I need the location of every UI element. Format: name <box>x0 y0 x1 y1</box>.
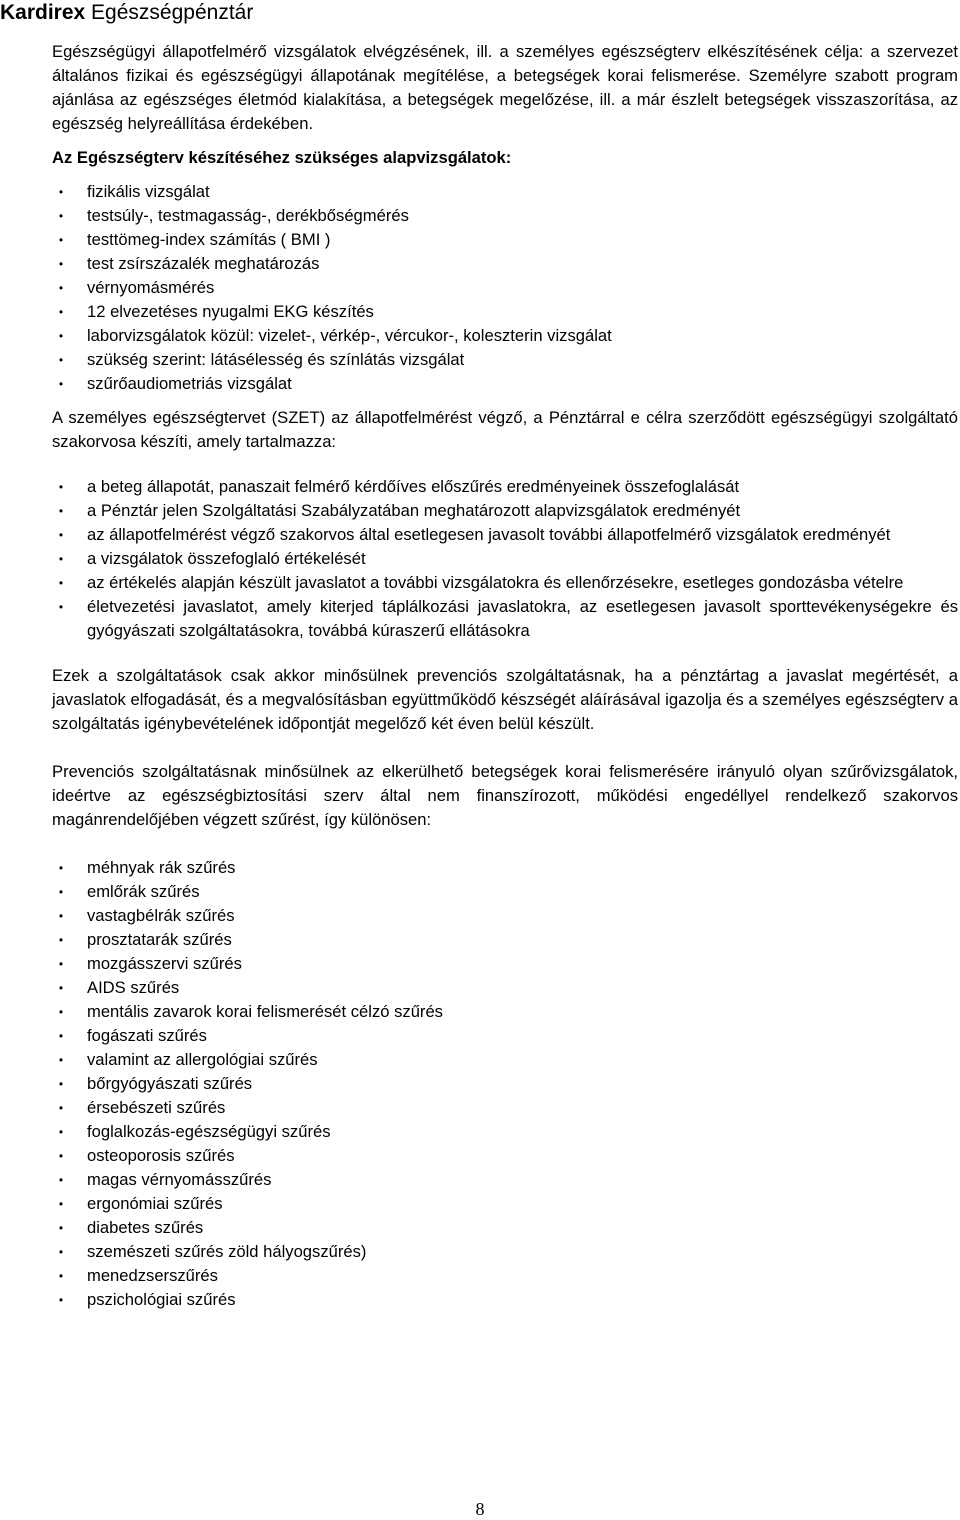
list-item-text: test zsírszázalék meghatározás <box>87 254 320 273</box>
list-item-text: foglalkozás-egészségügyi szűrés <box>87 1122 331 1141</box>
bullet-icon: • <box>58 909 64 923</box>
list-item-text: bőrgyógyászati szűrés <box>87 1074 253 1093</box>
list-item <box>52 1096 958 1120</box>
list-item <box>52 904 958 928</box>
bullet-icon: • <box>58 504 64 518</box>
list-item-text: szükség szerint: látásélesség és színlátás vizsgálat <box>87 350 465 369</box>
bullet-icon: • <box>58 329 64 343</box>
list-item <box>52 856 958 880</box>
list-item <box>52 1000 958 1024</box>
list-item-text: laborvizsgálatok közül: vizelet-, vérkép-, vércukor-, koleszterin vizsgálat <box>87 326 612 345</box>
list-item <box>52 1240 958 1264</box>
bullet-icon: • <box>58 185 64 199</box>
bullet-icon: • <box>58 1101 64 1115</box>
list-item <box>52 880 958 904</box>
list-item <box>52 1120 958 1144</box>
bullet-icon: • <box>58 1029 64 1043</box>
list-item <box>52 276 958 300</box>
bullet-icon: • <box>58 1173 64 1187</box>
list-item <box>52 324 958 348</box>
bullet-icon: • <box>58 981 64 995</box>
title-rest: Egészségpénztár <box>85 1 254 24</box>
list-item-text: a beteg állapotát, panaszait felmérő kérdőíves előszűrés eredményeinek összefoglalását <box>87 477 740 496</box>
list-item-text: valamint az allergológiai szűrés <box>87 1050 318 1069</box>
list-item <box>52 252 958 276</box>
list-item <box>52 976 958 1000</box>
bullet-icon: • <box>58 861 64 875</box>
list-item-text: testtömeg-index számítás ( BMI ) <box>87 230 331 249</box>
list-item <box>52 1048 958 1072</box>
prevention-definition-paragraph: Prevenciós szolgáltatásnak minősülnek az elkerülhető betegségek korai felismerésére irányuló olyan szűrővizsgálatok, ideértve az egészségbiztosítási szerv által nem finanszírozott, működési engedéllyel rendelkező szakorvos magánrendelőjében végzett szűrést, így különösen: <box>52 762 958 829</box>
list-item <box>52 952 958 976</box>
list-item <box>52 300 958 324</box>
bullet-icon: • <box>58 1245 64 1259</box>
list-item <box>52 348 958 372</box>
list-item <box>52 595 958 643</box>
bullet-icon: • <box>58 480 64 494</box>
list-item-text: a Pénztár jelen Szolgáltatási Szabályzatában meghatározott alapvizsgálatok eredményét <box>87 501 741 520</box>
list-item <box>52 1216 958 1240</box>
list-item-text: prosztatarák szűrés <box>87 930 232 949</box>
szet-paragraph: A személyes egészségtervet (SZET) az állapotfelmérést végző, a Pénztárral e célra szerződött egészségügyi szolgáltató szakorvosa készíti, amely tartalmazza: <box>52 408 958 451</box>
bullet-icon: • <box>58 233 64 247</box>
title-bold: Kardirex <box>0 1 86 24</box>
list-item <box>52 547 958 571</box>
list-item-text: vérnyomásmérés <box>87 278 215 297</box>
list-item <box>52 1264 958 1288</box>
bullet-icon: • <box>58 1269 64 1283</box>
list-item-text: szemészeti szűrés zöld hályogszűrés) <box>87 1242 367 1261</box>
list-item-text: mentális zavarok korai felismerését célzó szűrés <box>87 1002 443 1021</box>
list-item-text: életvezetési javaslatot, amely kiterjed táplálkozási javaslatokra, az esetlegesen javasolt sporttevékenységekre és gyógyászati szolgáltatásokra, továbbá kúraszerű ellátásokra <box>87 597 958 640</box>
bullet-icon: • <box>58 552 64 566</box>
list-item-text: méhnyak rák szűrés <box>87 858 236 877</box>
bullet-icon: • <box>58 1005 64 1019</box>
list-item <box>52 523 958 547</box>
page-number: 8 <box>475 1499 485 1519</box>
bullet-icon: • <box>58 528 64 542</box>
list-item <box>52 1288 958 1312</box>
bullet-icon: • <box>58 885 64 899</box>
list-item <box>52 499 958 523</box>
bullet-icon: • <box>58 1293 64 1307</box>
bullet-icon: • <box>58 257 64 271</box>
document-body <box>52 40 958 1312</box>
list-item <box>52 1192 958 1216</box>
bullet-icon: • <box>58 1077 64 1091</box>
list-item-text: osteoporosis szűrés <box>87 1146 235 1165</box>
list-item-text: testsúly-, testmagasság-, derékbőségmérés <box>87 206 409 225</box>
list-item-text: ergonómiai szűrés <box>87 1194 223 1213</box>
list-item-text: magas vérnyomásszűrés <box>87 1170 272 1189</box>
bullet-icon: • <box>58 933 64 947</box>
screenings-list <box>52 856 958 1312</box>
bullet-icon: • <box>58 957 64 971</box>
list-item-text: érsebészeti szűrés <box>87 1098 226 1117</box>
bullet-icon: • <box>58 576 64 590</box>
list-item <box>52 1144 958 1168</box>
list-item-text: vastagbélrák szűrés <box>87 906 235 925</box>
bullet-icon: • <box>58 377 64 391</box>
list-item <box>52 372 958 396</box>
list-item <box>52 1072 958 1096</box>
bullet-icon: • <box>58 600 64 614</box>
list-item-text: diabetes szűrés <box>87 1218 204 1237</box>
bullet-icon: • <box>58 281 64 295</box>
intro-paragraph: Egészségügyi állapotfelmérő vizsgálatok elvégzésének, ill. a személyes egészségterv elkészítésének célja: a szervezet általános fizikai és egészségügyi állapotának megítélése, a betegségek korai felismerése. Személyre szabott program ajánlása az egészséges életmód kialakítása, a betegségek megelőzése, ill. a már észlelt betegségek visszaszorítása, az egészség helyreállítása érdekében. <box>52 42 958 133</box>
list-item-text: 12 elvezetéses nyugalmi EKG készítés <box>87 302 374 321</box>
bullet-icon: • <box>58 353 64 367</box>
list-item <box>52 1168 958 1192</box>
prevention-condition-paragraph: Ezek a szolgáltatások csak akkor minősülnek prevenciós szolgáltatásnak, ha a pénztártag a javaslat megértését, a javaslatok elfogadását, és a megvalósításban együttműködő készségét aláírásával igazolja és a személyes egészségterv a szolgáltatás igénybevételének időpontját megelőző két éven belül készült. <box>52 666 958 733</box>
bullet-icon: • <box>58 1125 64 1139</box>
bullet-icon: • <box>58 1053 64 1067</box>
list-item-text: a vizsgálatok összefoglaló értékelését <box>87 549 366 568</box>
list-item-text: mozgásszervi szűrés <box>87 954 242 973</box>
list-item-text: az állapotfelmérést végző szakorvos által esetlegesen javasolt további állapotfelmérő vizsgálatok eredményét <box>87 525 891 544</box>
list-item-text: fogászati szűrés <box>87 1026 207 1045</box>
list-item-text: pszichológiai szűrés <box>87 1290 236 1309</box>
basic-exams-list <box>52 180 958 396</box>
list-item-text: szűrőaudiometriás vizsgálat <box>87 374 292 393</box>
document-title <box>0 0 253 26</box>
bullet-icon: • <box>58 305 64 319</box>
bullet-icon: • <box>58 209 64 223</box>
list-item-text: az értékelés alapján készült javaslatot a további vizsgálatokra és ellenőrzésekre, esetleges gondozásba vételre <box>87 573 904 592</box>
list-item-text: AIDS szűrés <box>87 978 180 997</box>
list-item <box>52 180 958 204</box>
bullet-icon: • <box>58 1221 64 1235</box>
basic-exams-heading: Az Egészségterv készítéséhez szükséges alapvizsgálatok: <box>52 148 512 167</box>
szet-contents-list <box>52 475 958 643</box>
list-item <box>52 204 958 228</box>
list-item <box>52 571 958 595</box>
bullet-icon: • <box>58 1197 64 1211</box>
list-item <box>52 928 958 952</box>
list-item <box>52 1024 958 1048</box>
list-item-text: fizikális vizsgálat <box>87 182 210 201</box>
list-item <box>52 228 958 252</box>
list-item-text: emlőrák szűrés <box>87 882 200 901</box>
list-item-text: menedzserszűrés <box>87 1266 218 1285</box>
list-item <box>52 475 958 499</box>
bullet-icon: • <box>58 1149 64 1163</box>
